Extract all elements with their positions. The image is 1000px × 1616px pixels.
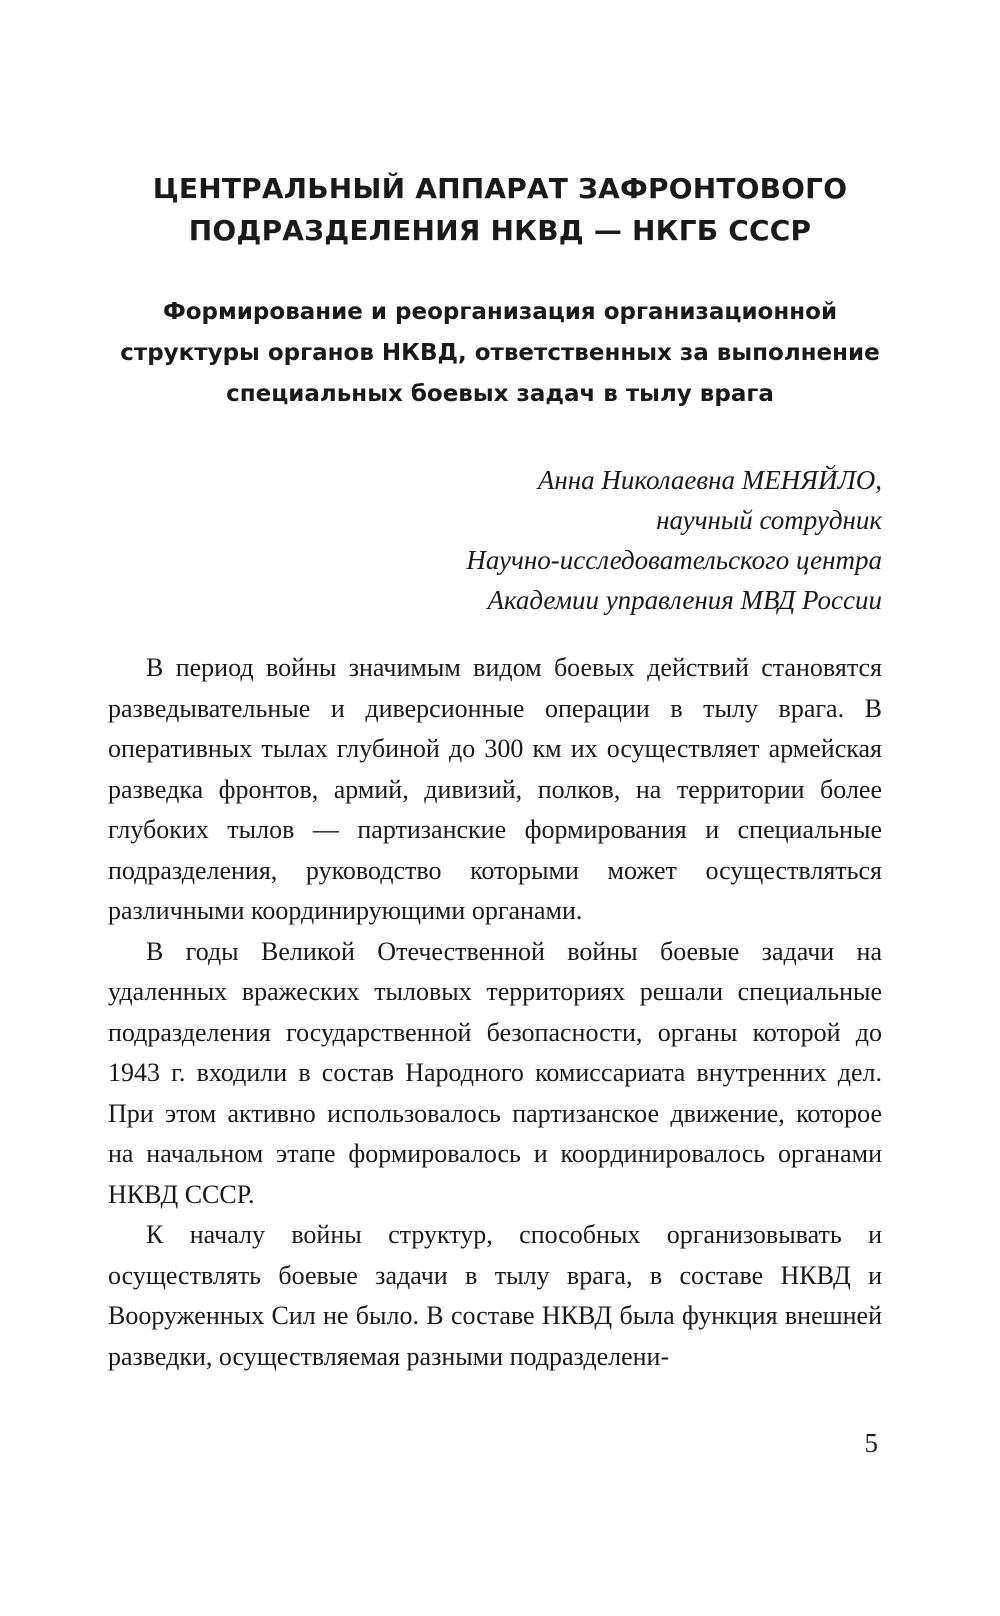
section-title-line-1: Формирование и реорганизация организационной [162,299,838,325]
chapter-title-line-2: ПОДРАЗДЕЛЕНИЯ НКВД — НКГБ СССР [188,214,812,247]
section-title-line-3: специальных боевых задач в тылу врага [226,381,774,407]
section-title-line-2: структуры органов НКВД, ответственных за выполнение [120,340,880,366]
author-name: Анна Николаевна МЕНЯЙЛО, [537,465,882,495]
page-number: 5 [864,1428,878,1458]
author-position: научный сотрудник [656,505,882,535]
author-organization-line-2: Академии управления МВД России [487,585,882,615]
author-organization-line-1: Научно-исследовательского центра [466,545,882,575]
author-block [466,460,882,620]
section-title [100,292,900,415]
paragraph-2: В годы Великой Отечественной войны боевые задачи на удаленных вражеских тыловых территориях решали специальные подразделения государственной безопасности, органы которой до 1943 г. входили в состав Народного комиссариата внутренних дел. При этом активно использовалось партизанское движение, которое на начальном этапе формировалось и координировалось органами НКВД СССР. [108,936,882,1209]
chapter-title [100,168,900,252]
body-text [108,648,882,1377]
chapter-title-line-1: ЦЕНТРАЛЬНЫЙ АППАРАТ ЗАФРОНТОВОГО [152,172,848,205]
paragraph-3: К началу войны структур, способных организовывать и осуществлять боевые задачи в тылу врага, в составе НКВД и Вооруженных Сил не было. В составе НКВД была функция внешней разведки, осуществляемая разными подразделени- [108,1220,882,1371]
paragraph-1: В период войны значимым видом боевых действий становятся разведывательные и диверсионные операции в тылу врага. В оперативных тылах глубиной до 300 км их осуществляет армейская разведка фронтов, армий, дивизий, полков, на территории более глубоких тылов — партизанские формирования и специальные подразделения, руководство которыми может осуществляться различными координирующими органами. [108,653,882,925]
